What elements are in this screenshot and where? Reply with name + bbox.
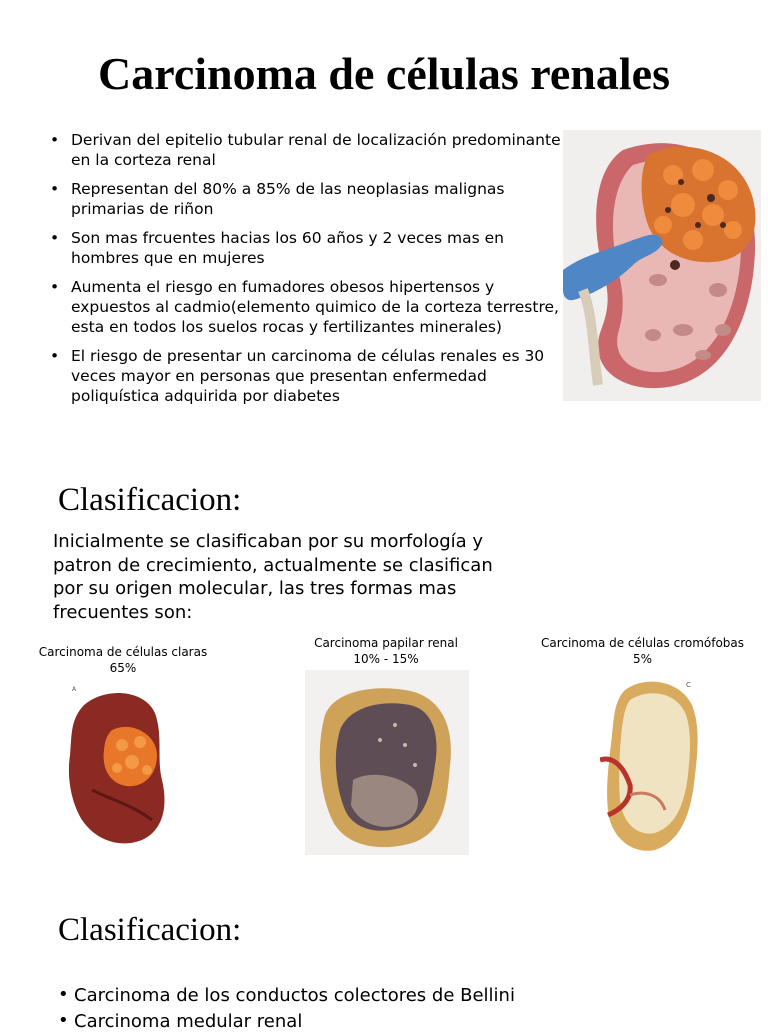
kidney-tumor-illustration <box>563 130 761 401</box>
list-item <box>58 983 515 1009</box>
type-percent: 65% <box>109 661 137 675</box>
bullet-item <box>50 277 565 337</box>
bullet-item <box>50 179 565 219</box>
bullet-glyph: • <box>50 229 60 247</box>
bullet-glyph: • <box>50 180 60 198</box>
type-name: Carcinoma papilar renal <box>314 636 458 650</box>
classification-heading: Clasificacion: <box>58 482 242 518</box>
bullet-glyph: • <box>50 131 60 149</box>
list-item-text: Carcinoma de los conductos colectores de Bellini <box>74 985 515 1006</box>
classification-list <box>58 983 515 1035</box>
bullet-item <box>50 130 565 170</box>
clear-cell-specimen <box>62 680 174 850</box>
bullet-glyph: • <box>58 1010 69 1031</box>
list-item-text: Carcinoma medular renal <box>74 1011 303 1032</box>
bullet-list <box>50 130 565 415</box>
classification-heading-2: Clasificacion: <box>58 912 242 948</box>
list-item <box>58 1009 515 1035</box>
panel-letter: C <box>686 681 691 689</box>
panel-letter: A <box>72 686 77 693</box>
bullet-text: El riesgo de presentar un carcinoma de células renales es 30 veces mayor en personas que presentan enfermedad poliquística adquirida por diabetes <box>71 347 545 405</box>
bullet-text: Son mas frcuentes hacias los 60 años y 2 veces mas en hombres que en mujeres <box>71 229 505 267</box>
bullet-item <box>50 346 565 406</box>
bullet-text: Derivan del epitelio tubular renal de localización predominante en la corteza renal <box>71 131 561 169</box>
type-percent: 5% <box>632 652 653 666</box>
bullet-glyph: • <box>50 278 60 296</box>
type-name: Carcinoma de células cromófobas <box>540 636 745 650</box>
bullet-text: Aumenta el riesgo en fumadores obesos hipertensos y expuestos al cadmio(elemento quimico de la corteza terrestre, esta en todos los suelos rocas y fertilizantes minerales) <box>71 278 559 336</box>
type-percent: 10% - 15% <box>353 652 419 666</box>
chromophobe-specimen <box>600 675 700 855</box>
bullet-glyph: • <box>50 347 60 365</box>
page-title: Carcinoma de células renales <box>98 48 670 99</box>
type-caption <box>296 635 476 667</box>
bullet-item <box>50 228 565 268</box>
bullet-glyph: • <box>58 984 69 1005</box>
papillary-specimen <box>305 670 469 855</box>
type-caption <box>33 644 213 676</box>
type-name: Carcinoma de células claras <box>38 645 208 659</box>
type-caption <box>530 635 755 667</box>
bullet-text: Representan del 80% a 85% de las neoplasias malignas primarias de riñon <box>71 180 505 218</box>
classification-intro: Inicialmente se clasificaban por su morfología y patron de crecimiento, actualmente se clasifican por su origen molecular, las tres formas mas frecuentes son: <box>53 531 493 623</box>
